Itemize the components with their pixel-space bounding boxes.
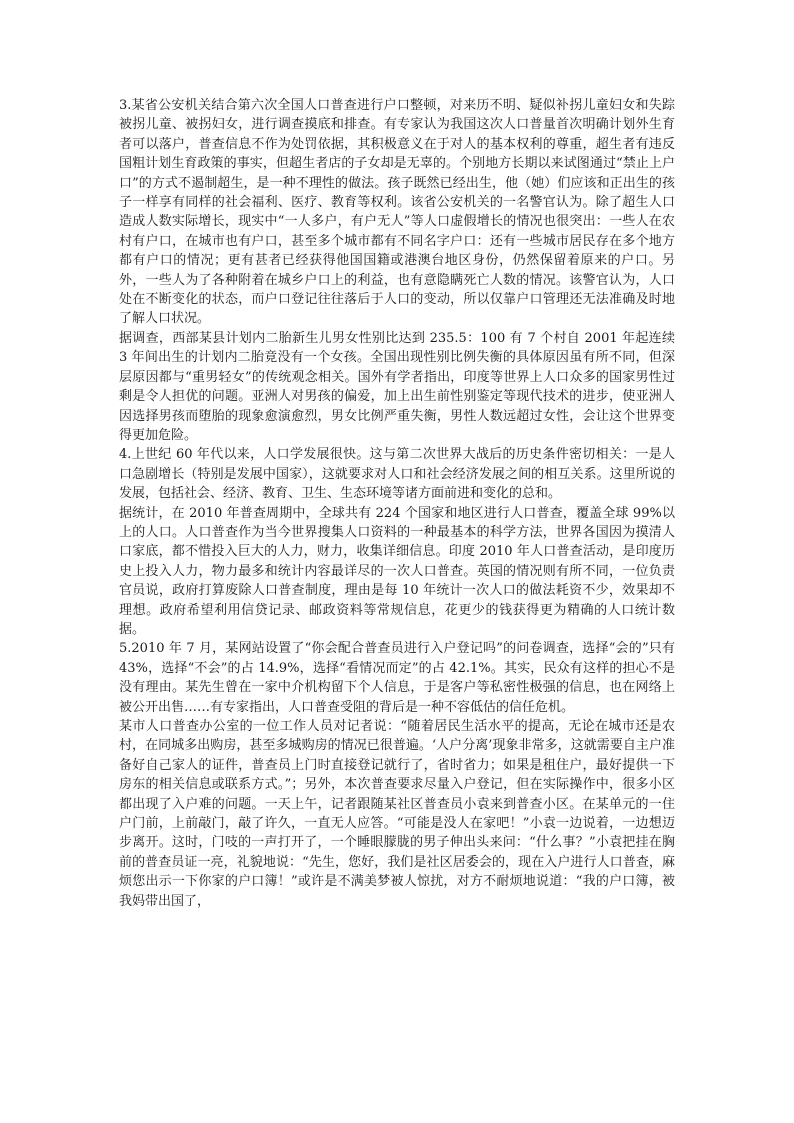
paragraph-3-census-household-registration: 3.某省公安机关结合第六次全国人口普查进行户口整顿，对来历不明、疑似补拐儿童妇女和失踪被拐儿童、被拐妇女，进行调查摸底和排查。有专家认为我国这次人口普量首次明确计划外生育者可以落户，普查信息不作为处罚依据，其积极意义在于对人的基本权利的尊重，超生者有违反国粗计划生育政策的事实，但超生者店的子女却是无辜的。个别地方长期以来试图通过“禁止上户口”的方式不遏制超生，是一种不理性的做法。孩子既然已经出生，他（她）们应该和正出生的孩子一样享有同样的社会福利、医疗、教育等权利。该省公安机关的一名警官认为。除了超生人口造成人数实际增长，现实中“一人多户，有户无人”等人口虚假增长的情况也很突出：一些人在农村有户口，在城市也有户口，甚至多个城市都有不同名字户口：还有一些城市居民存在多个地方都有户口的情况；更有甚者已经获得他国国籍或港澳台地区身份，仍然保留着原来的户口。另外，一些人为了各种附着在城乡户口上的利益，也有意隐瞒死亡人数的情况。该警官认为，人口处在不断变化的状态，而户口登记往往落后于人口的变动，所以仅靠户口管理还无法准确及时地了解人口状况。: [119, 98, 675, 327]
document-page: [119, 96, 675, 911]
paragraph-4-demography-development: 4.上世纪 60 年代以来，人口学发展很快。这与第二次世界大战后的历史条件密切相关：一是人口急剧增长（特别是发展中国家），这就要求对人口和社会经济发展之间的相互关系。这里所说的发展，包括社会、经济、教育、卫生、生态环境等诸方面前进和变化的总和。: [119, 447, 675, 502]
paragraph-global-census-statistics: 据统计，在 2010 年普查周期中，全球共有 224 个国家和地区进行人口普查，覆盖全球 99%以上的人口。人口普查作为当今世界搜集人口资料的一种最基本的科学方法，世界各国因为摸清人口家底，都不惜投入巨大的人力，财力，收集详细信息。印度 2010 年人口普查活动，是印度历史上投入人力，物力最多和统计内容最详尽的一次人口普查。英国的情况则有所不同，一位负责官员说，政府打算废除人口普查制度，理由是每 10 年统计一次人口的做法耗资不少，效果却不理想。政府希望利用信贷记录、邮政资料等常规信息，花更少的钱获得更为精确的人口统计数据。: [119, 505, 675, 637]
paragraph-census-office-interview: 某市人口普查办公室的一位工作人员对记者说：“随着居民生活水平的提高，无论在城市还是农村，在同城多出购房，甚至多城购房的情况已很普遍。‘人户分离’现象非常多，这就需要自主户准备好自己家人的证件，普查员上门时直接登记就行了，省时省力；如果是租住户，最好提供一下房东的相关信息或联系方式。”；另外，本次普查要求尽量入户登记，但在实际操作中，很多小区都出现了入户难的问题。一天上午，记者跟随某社区普查员小袁来到普查小区。在某单元的一住户门前，上前敲门，敲了许久，一直无人应答。“可能是没人在家吧！”小袁一边说着，一边想迈步离开。这时，门吱的一声打开了，一个睡眼朦胧的男子伸出头来问：“什么事？”小袁把挂在胸前的普查员证一亮，礼貌地说：“先生，您好，我们是社区居委会的，现在入户进行人口普查，麻烦您出示一下你家的户口簿！”或许是不满美梦被人惊扰，对方不耐烦地说道：“我的户口簿，被我妈带出国了，: [119, 719, 675, 909]
paragraph-5-survey-trust-crisis: 5.2010 年 7 月，某网站设置了“你会配合普查员进行入户登记吗”的问卷调查，选择“会的”只有 43%，选择“不会”的占 14.9%，选择“看情况而定”的占 42.1%。其实，民众有这样的担心不是没有理由。某先生曾在一家中介机构留下个人信息，于是客户等私密性极强的信息，也在网络上被公开出售……有专家指出，人口普查受阻的背后是一种不容低估的信任危机。: [119, 641, 675, 715]
paragraph-sex-ratio: 据调查，西部某县计划内二胎新生儿男女性别比达到 235.5：100 有 7 个村自 2001 年起连续 3 年间出生的计划内二胎竟没有一个女孩。全国出现性别比例失衡的具体原因虽有所不同，但深层原因都与“重男轻女”的传统观念相关。国外有学者指出，印度等世界上人口众多的国家男性过剩是令人担优的问题。亚洲人对男孩的偏爱，加上出生前性别鉴定等现代技术的进步，使亚洲人因选择男孩而堕胎的现象愈演愈烈，男女比例严重失衡，男性人数远超过女性，会让这个世界变得更加危险。: [119, 330, 675, 443]
